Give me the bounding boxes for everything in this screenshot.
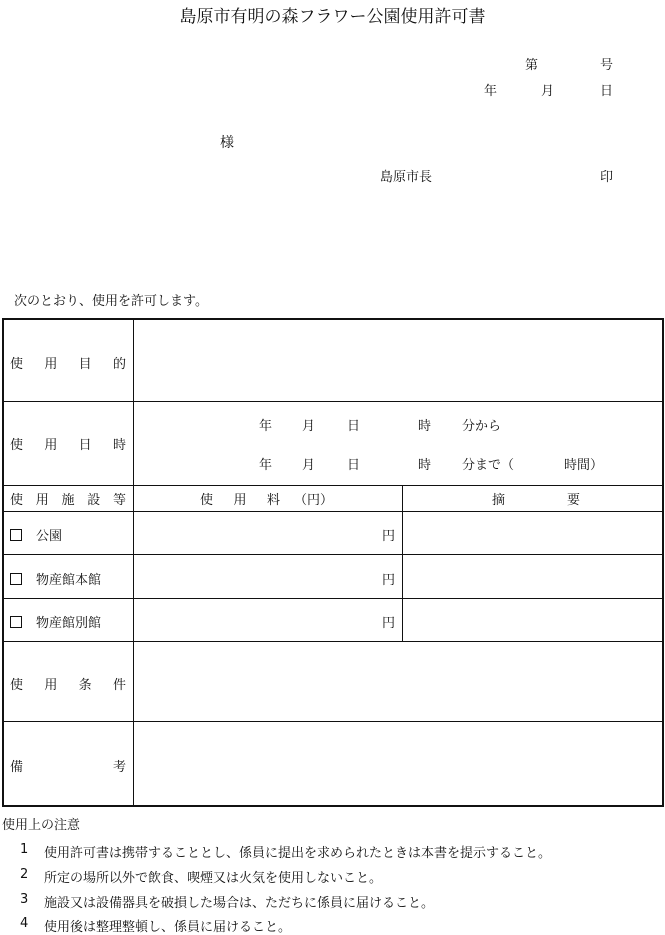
date-year: 年 (484, 84, 498, 99)
purpose-label: 使 用 目 的 (10, 357, 126, 372)
notes-label: 備 考 (10, 760, 126, 775)
facility-header: 使 用 施 設 等 (10, 493, 126, 508)
intro-text: 次のとおり、使用を許可します。 (14, 294, 208, 309)
date-day: 日 (600, 84, 614, 99)
number-go: 号 (600, 58, 614, 73)
note-number: 1 (20, 842, 29, 857)
seal-mark: 印 (600, 170, 614, 185)
facility-checkbox[interactable] (10, 616, 22, 628)
issuer: 島原市長 (380, 170, 433, 185)
fee-unit: （円） (294, 493, 334, 508)
to-hour: 時 (418, 458, 432, 473)
facility-yen: 円 (382, 573, 396, 588)
note-number: 3 (20, 892, 29, 907)
to-month: 月 (302, 458, 316, 473)
datetime-label: 使 用 日 時 (10, 438, 126, 453)
notes-heading: 使用上の注意 (2, 818, 81, 833)
from-day: 日 (347, 419, 361, 434)
fee-header: 使 用 料 (200, 493, 280, 508)
from-suffix: 分から (462, 419, 502, 434)
facility-checkbox[interactable] (10, 573, 22, 585)
to-hours: 時間） (564, 458, 604, 473)
from-hour: 時 (418, 419, 432, 434)
facility-row-main-hall: 物産館本館 (10, 569, 101, 588)
note-text: 所定の場所以外で飲食、喫煙又は火気を使用しないこと。 (44, 871, 383, 886)
remarks-header: 摘 要 (492, 493, 580, 508)
addressee-suffix: 様 (220, 135, 234, 151)
number-dai: 第 (525, 58, 539, 73)
from-month: 月 (302, 419, 316, 434)
to-day: 日 (347, 458, 361, 473)
permit-table (2, 318, 664, 807)
note-number: 4 (20, 916, 29, 931)
date-month: 月 (541, 84, 555, 99)
facility-yen: 円 (382, 616, 396, 631)
note-text: 使用許可書は携帯することとし、係員に提出を求められたときは本書を提示すること。 (44, 846, 552, 861)
note-text: 使用後は整理整頓し、係員に届けること。 (44, 920, 292, 935)
facility-row-park: 公園 (10, 525, 62, 544)
facility-yen: 円 (382, 529, 396, 544)
document-title: 島原市有明の森フラワー公園使用許可書 (179, 7, 486, 27)
note-text: 施設又は設備器具を破損した場合は、ただちに係員に届けること。 (44, 896, 435, 911)
conditions-label: 使 用 条 件 (10, 678, 126, 693)
facility-checkbox[interactable] (10, 529, 22, 541)
from-year: 年 (259, 419, 273, 434)
note-number: 2 (20, 867, 29, 882)
facility-row-annex: 物産館別館 (10, 612, 101, 631)
to-suffix: 分まで（ (462, 458, 515, 473)
to-year: 年 (259, 458, 273, 473)
